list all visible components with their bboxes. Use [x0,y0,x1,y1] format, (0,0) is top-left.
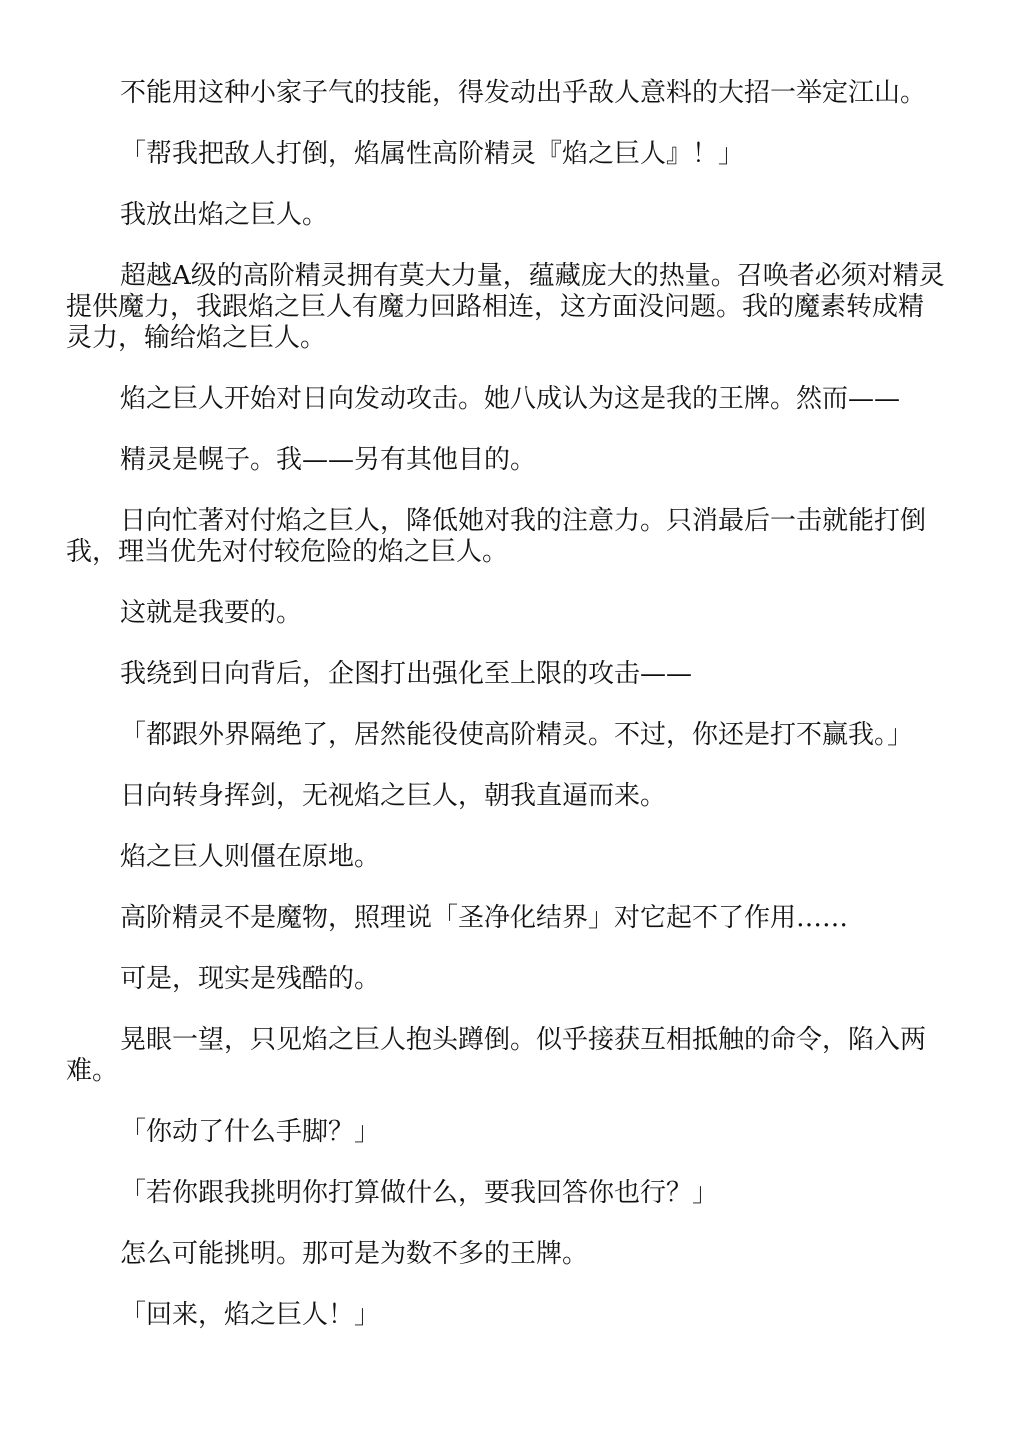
paragraph: 焰之巨人开始对日向发动攻击。她八成认为这是我的王牌。然而—— [120,384,901,414]
paragraph: 日向忙著对付焰之巨人，降低她对我的注意力。只消最后一击就能打倒我，理当优先对付较危险的焰之巨人。 [66,506,927,567]
paragraph: 我放出焰之巨人。 [120,200,329,230]
paragraph: 可是，现实是残酷的。 [120,964,381,994]
paragraph: 「你动了什么手脚？」 [120,1117,381,1147]
paragraph: 这就是我要的。 [120,598,303,628]
paragraph: 「帮我把敌人打倒，焰属性高阶精灵『焰之巨人』！」 [120,139,745,169]
paragraph: 怎么可能挑明。那可是为数不多的王牌。 [120,1239,589,1269]
paragraph: 「都跟外界隔绝了，居然能役使高阶精灵。不过，你还是打不赢我。」 [120,720,914,750]
document-page [66,78,946,1361]
paragraph: 晃眼一望，只见焰之巨人抱头蹲倒。似乎接获互相抵触的命令，陷入两难。 [66,1025,927,1086]
paragraph: 高阶精灵不是魔物，照理说「圣净化结界」对它起不了作用…… [120,903,849,933]
paragraph: 超越A级的高阶精灵拥有莫大力量，蕴藏庞大的热量。召唤者必须对精灵提供魔力，我跟焰之巨人有魔力回路相连，这方面没问题。我的魔素转成精灵力，输给焰之巨人。 [66,261,945,353]
paragraph: 焰之巨人则僵在原地。 [120,842,381,872]
paragraph: 不能用这种小家子气的技能，得发动出乎敌人意料的大招一举定江山。 [120,78,927,108]
paragraph: 「回来，焰之巨人！」 [120,1300,381,1330]
paragraph: 我绕到日向背后，企图打出强化至上限的攻击—— [120,659,693,689]
paragraph: 「若你跟我挑明你打算做什么，要我回答你也行？」 [120,1178,719,1208]
paragraph: 日向转身挥剑，无视焰之巨人，朝我直逼而来。 [120,781,667,811]
paragraph: 精灵是幌子。我——另有其他目的。 [120,445,537,475]
